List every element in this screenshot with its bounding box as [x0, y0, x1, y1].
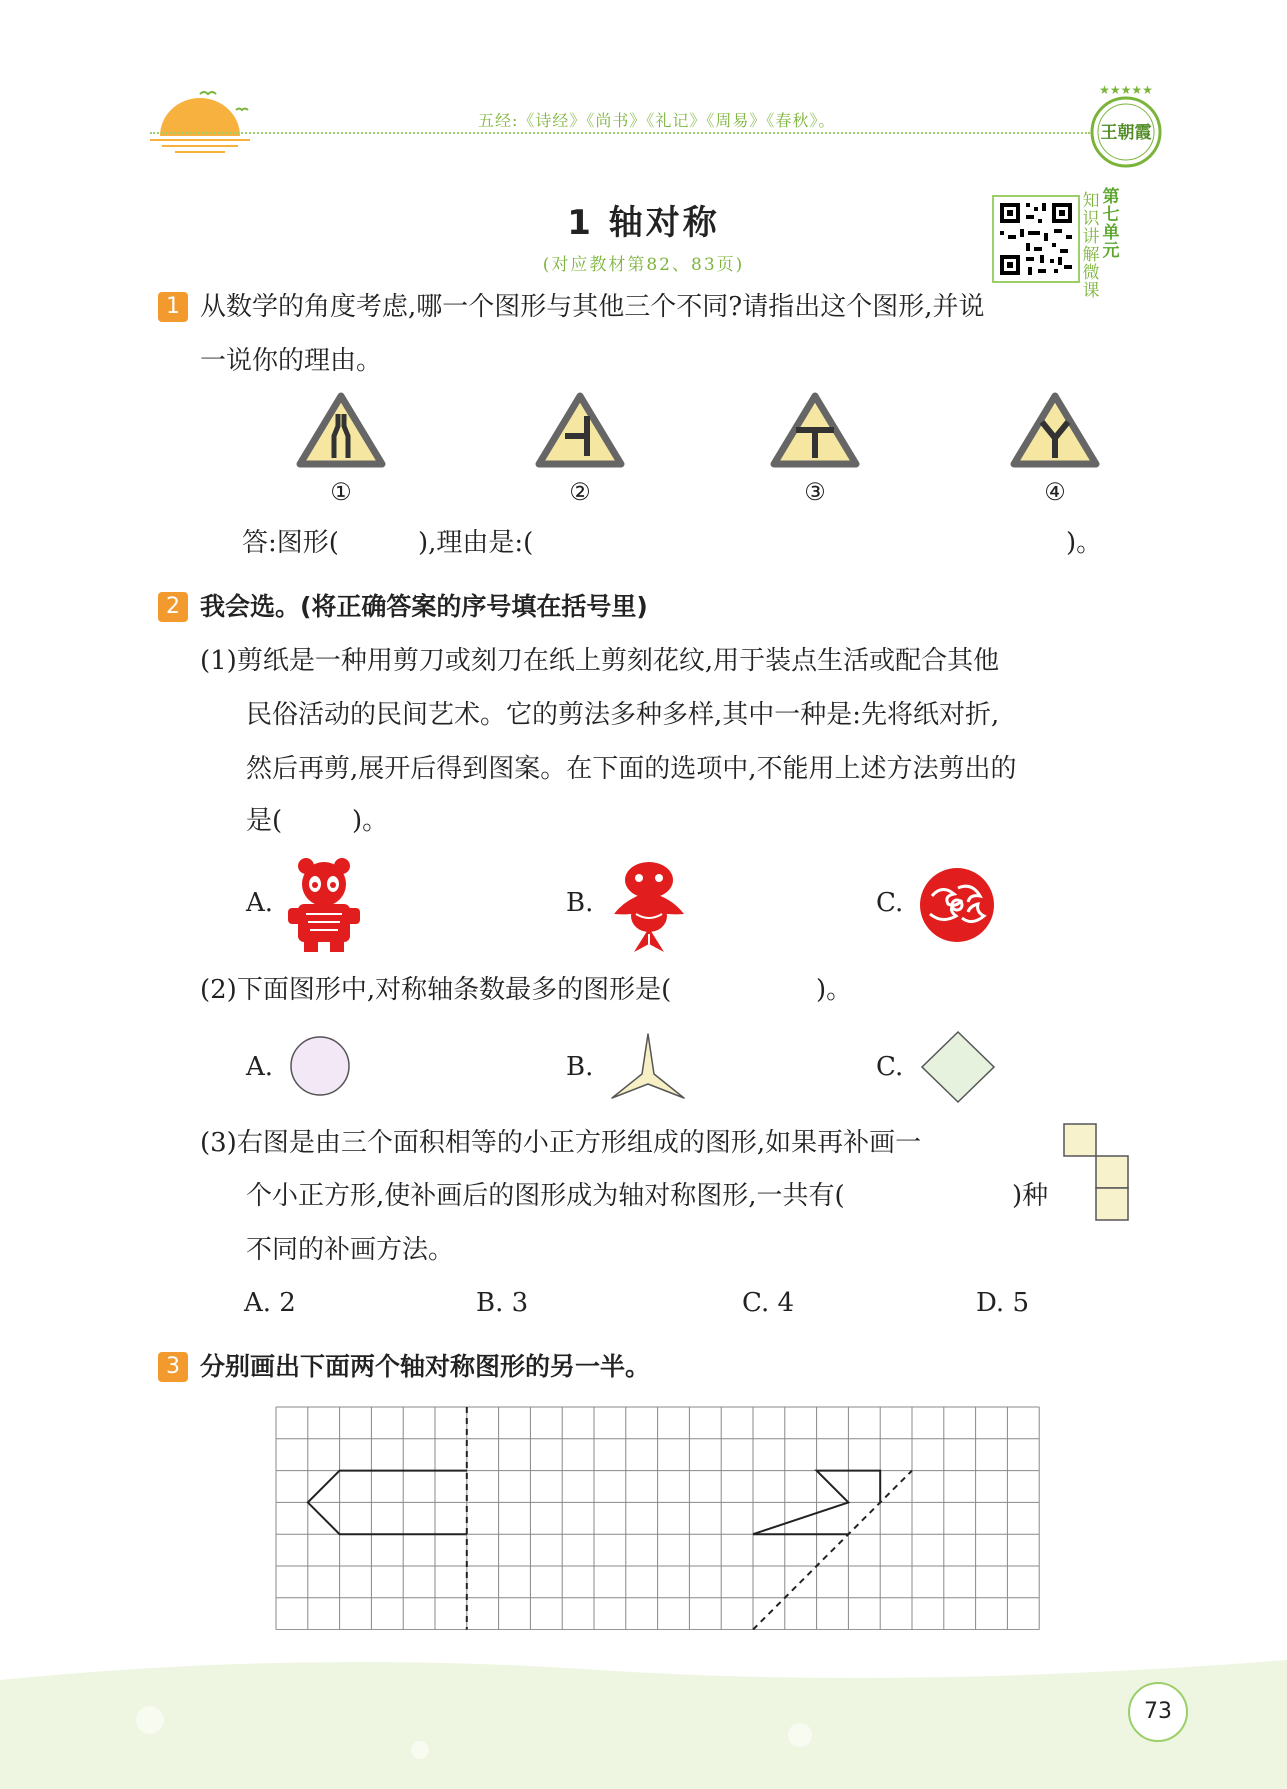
sign-label-1: ① — [330, 478, 352, 506]
symmetry-axis-right — [753, 1471, 912, 1630]
q2-p3-line-2: 个小正方形,使补画后的图形成为轴对称图形,一共有( — [246, 1181, 845, 1211]
square-rotated-shape-icon[interactable] — [918, 1028, 998, 1106]
three-point-star-shape-icon[interactable] — [608, 1030, 688, 1102]
q3-heading: 分别画出下面两个轴对称图形的另一半。 — [200, 1352, 651, 1381]
svg-text:★★★★★: ★★★★★ — [1099, 83, 1153, 97]
q2-heading: 我会选。(将正确答案的序号填在括号里) — [200, 592, 648, 621]
q2-p1-option-c-label: C. — [876, 888, 904, 918]
q2-p1-line-4: 是( — [246, 806, 283, 836]
question-2-badge — [158, 592, 188, 622]
q2-p1-line-4-end: )。 — [352, 806, 389, 836]
sign-label-3: ③ — [804, 478, 826, 506]
q2-p3-choice-a[interactable]: A. 2 — [244, 1288, 296, 1318]
q1-text-line-1: 从数学的角度考虑,哪一个图形与其他三个不同?请指出这个图形,并说 — [200, 292, 985, 322]
q1-answer-mid: ),理由是:( — [418, 528, 534, 558]
traffic-sign-2-icon — [535, 392, 625, 470]
question-number: 2 — [158, 592, 188, 622]
q2-p3-choice-d[interactable]: D. 5 — [976, 1288, 1029, 1318]
drawing-grid[interactable] — [275, 1406, 1041, 1630]
question-number: 1 — [158, 292, 188, 322]
q1-text-line-2: 一说你的理由。 — [200, 346, 383, 376]
q2-p1-option-b-label: B. — [566, 888, 594, 918]
q2-p3-answer-blank[interactable] — [942, 1181, 1006, 1213]
q2-p2-answer-blank[interactable] — [748, 975, 812, 1007]
goldfish-papercut-icon[interactable] — [606, 858, 692, 954]
traffic-sign-4-icon — [1010, 392, 1100, 470]
circle-shape-icon[interactable] — [288, 1034, 352, 1098]
qr-side-label-2: 第七单元 — [1102, 187, 1120, 261]
q2-p2-line-1-end: )。 — [816, 975, 853, 1005]
sign-label-4: ④ — [1044, 478, 1066, 506]
q2-p1-answer-blank[interactable] — [284, 806, 346, 838]
q1-figure-answer-blank[interactable] — [362, 528, 414, 560]
q2-p2-option-a-label: A. — [246, 1052, 274, 1082]
three-squares-figure — [1062, 1122, 1134, 1222]
q2-p2-line-1: (2)下面图形中,对称轴条数最多的图形是( — [200, 975, 672, 1005]
sign-label-2: ② — [569, 478, 591, 506]
q2-p3-choice-b[interactable]: B. 3 — [476, 1288, 529, 1318]
question-number: 3 — [158, 1352, 188, 1382]
page-subtitle: (对应教材第82、83页) — [542, 255, 745, 275]
q1-answer-prefix: 答:图形( — [242, 528, 339, 558]
q2-p1-line-3: 然后再剪,展开后得到图案。在下面的选项中,不能用上述方法剪出的 — [246, 754, 1017, 784]
q2-p2-option-c-label: C. — [876, 1052, 904, 1082]
q2-p3-line-3: 不同的补画方法。 — [246, 1235, 455, 1265]
page-number: 73 — [1128, 1682, 1188, 1742]
traffic-sign-1-icon — [296, 392, 386, 470]
q1-answer-end: )。 — [1066, 528, 1103, 558]
brand-seal-logo — [1088, 80, 1164, 176]
cloud-pattern-papercut-icon[interactable] — [918, 866, 996, 944]
page-title: 1 轴对称 — [567, 203, 720, 243]
q1-reason-answer-blank[interactable] — [566, 528, 1060, 560]
svg-text:王朝霞: 王朝霞 — [1100, 123, 1152, 143]
question-3-badge — [158, 1352, 188, 1382]
header-dotted-line — [150, 132, 1090, 134]
q2-p2-option-b-label: B. — [566, 1052, 594, 1082]
sun-icon — [150, 88, 250, 158]
question-1-badge — [158, 292, 188, 322]
q2-p3-choice-c[interactable]: C. 4 — [742, 1288, 795, 1318]
traffic-sign-3-icon — [770, 392, 860, 470]
qr-code[interactable] — [992, 195, 1080, 283]
qr-side-label-1: 知识讲解微课 — [1082, 191, 1100, 301]
q2-p1-line-2: 民俗活动的民间艺术。它的剪法多种多样,其中一种是:先将纸对折, — [246, 700, 1000, 730]
header-text: 五经:《诗经》《尚书》《礼记》《周易》《春秋》。 — [478, 111, 836, 130]
q2-p3-line-1: (3)右图是由三个面积相等的小正方形组成的图形,如果再补画一 — [200, 1128, 922, 1158]
panda-papercut-icon[interactable] — [284, 858, 364, 954]
q2-p1-option-a-label: A. — [246, 888, 274, 918]
q2-p3-line-2-end: )种 — [1012, 1181, 1049, 1211]
bottom-wave-decoration — [0, 1640, 1287, 1789]
q2-p1-line-1: (1)剪纸是一种用剪刀或刻刀在纸上剪刻花纹,用于装点生活或配合其他 — [200, 646, 1000, 676]
